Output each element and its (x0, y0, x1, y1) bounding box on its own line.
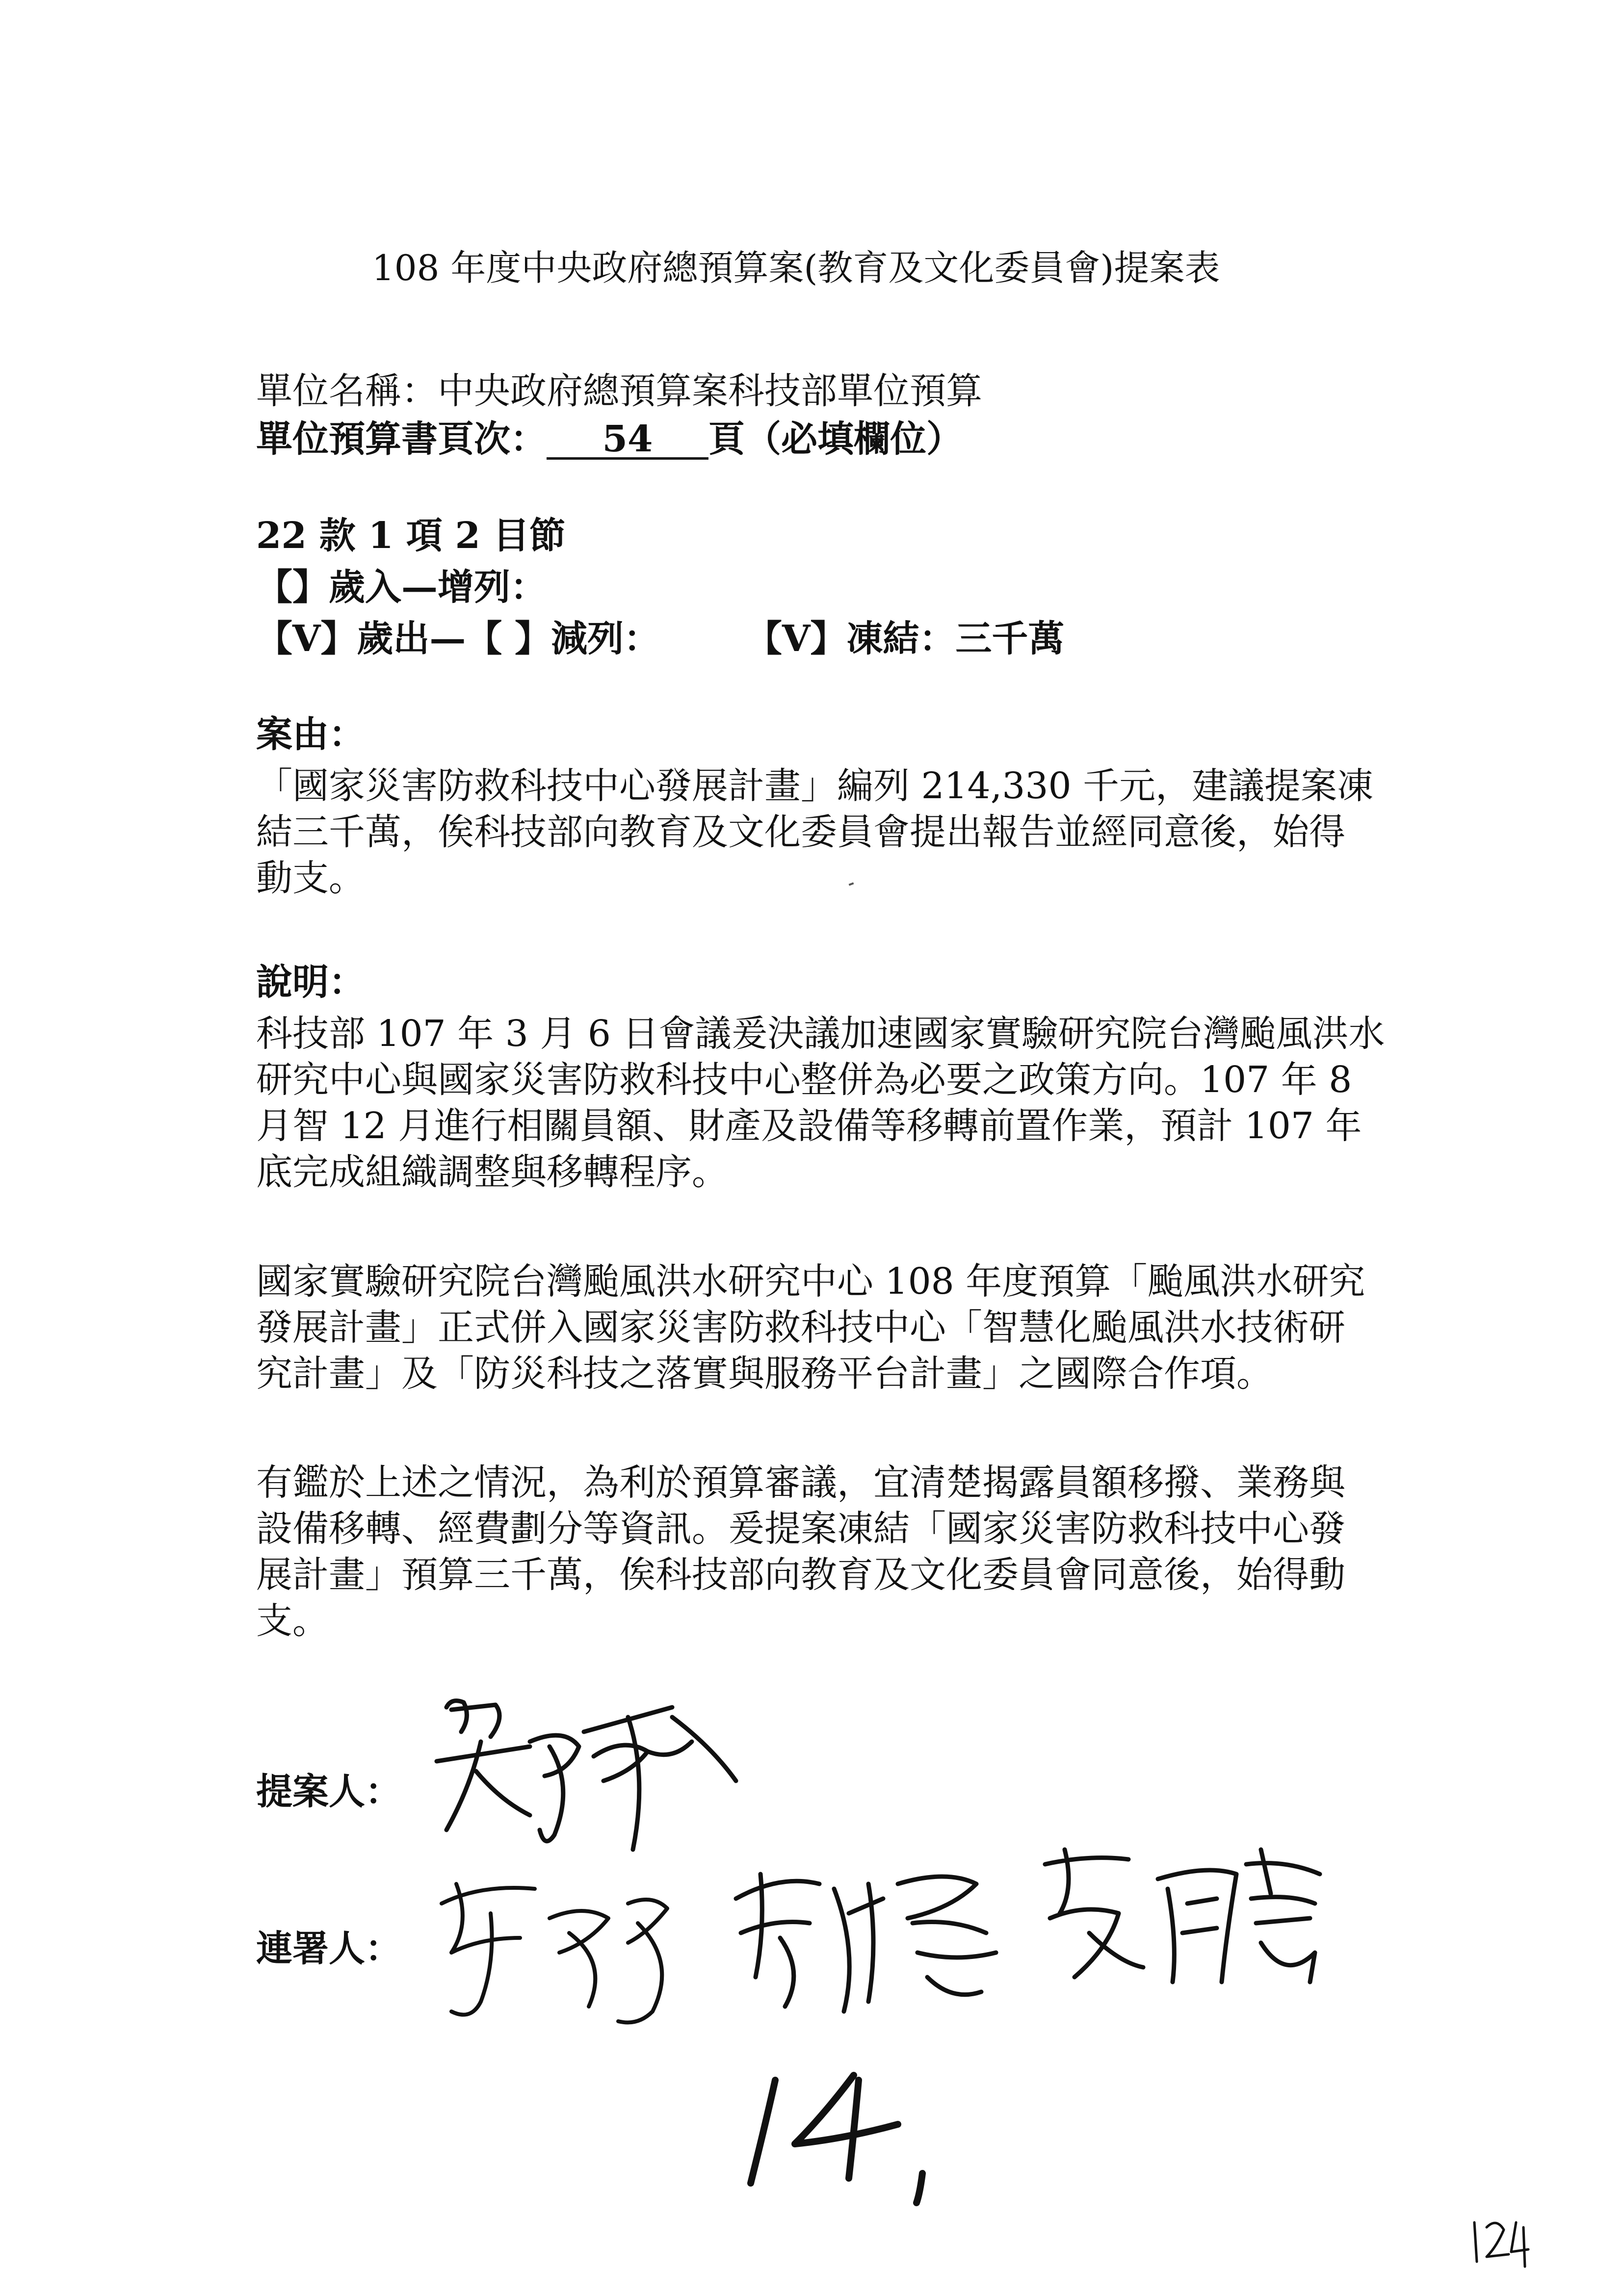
explanation-line: 國家實驗研究院台灣颱風洪水研究中心 108 年度預算「颱風洪水研究 (256, 1260, 1365, 1303)
explanation-line: 有鑑於上述之情況，為利於預算審議，宜清楚揭露員額移撥、業務與 (256, 1461, 1345, 1504)
page-mark (1467, 2208, 1536, 2276)
handwritten-number (736, 2061, 962, 2208)
cosigner-label: 連署人： (256, 1928, 401, 1970)
explanation-line: 研究中心與國家災害防救科技中心整併為必要之政策方向。107 年 8 (256, 1059, 1352, 1101)
unit-name-value: 中央政府總預算案科技部單位預算 (438, 370, 982, 412)
revenue-line: 【】歲入—增列： (256, 566, 547, 608)
budget-page-suffix: 頁（必填欄位） (708, 418, 963, 460)
explanation-line: 設備移轉、經費劃分等資訊。爰提案凍結「國家災害防救科技中心發 (256, 1508, 1345, 1550)
document-title: 108 年度中央政府總預算案(教育及文化委員會)提案表 (372, 247, 1220, 288)
explanation-line: 展計畫」預算三千萬，俟科技部向教育及文化委員會同意後，始得動 (256, 1554, 1345, 1596)
section-line: 22 款 1 項 2 目節 (256, 515, 566, 557)
budget-page-number: 54 (547, 421, 708, 460)
freeze-line: 【V】凍結：三千萬 (746, 618, 1065, 660)
explanation-line: 科技部 107 年 3 月 6 日會議爰決議加速國家實驗研究院台灣颱風洪水 (256, 1013, 1385, 1055)
cosigner-signature-1 (422, 1864, 697, 2051)
expenditure-line: 【V】歲出—【 】減列： (256, 618, 660, 660)
budget-page-label: 單位預算書頁次： (256, 418, 547, 460)
unit-name-line (256, 370, 982, 412)
budget-page-line (256, 418, 963, 460)
explanation-line: 究計畫」及「防災科技之落實與服務平台計畫」之國際合作項。 (256, 1353, 1273, 1395)
reason-heading: 案由： (256, 713, 365, 756)
cosigner-signature-3 (1030, 1835, 1335, 2011)
unit-name-label: 單位名稱： (256, 370, 438, 412)
explanation-line: 發展計畫」正式併入國家災害防救科技中心「智慧化颱風洪水技術研 (256, 1306, 1345, 1349)
explanation-paragraph-2 (256, 1258, 1365, 1397)
explanation-heading: 說明： (256, 961, 365, 1003)
reason-line: 動支。 (256, 857, 365, 899)
explanation-line: 月智 12 月進行相關員額、財產及設備等移轉前置作業，預計 107 年 (256, 1105, 1362, 1147)
reason-paragraph (256, 763, 1373, 901)
proposer-label: 提案人： (256, 1771, 401, 1813)
proposer-signature (417, 1688, 770, 1894)
reason-line: 「國家災害防救科技中心發展計畫」編列 214,330 千元，建議提案凍 (256, 765, 1374, 807)
explanation-line: 支。 (256, 1600, 329, 1642)
reason-line: 結三千萬，俟科技部向教育及文化委員會提出報告並經同意後，始得 (256, 811, 1345, 853)
explanation-paragraph-1 (256, 1011, 1385, 1195)
explanation-line: 底完成組織調整與移轉程序。 (256, 1151, 728, 1193)
cosigner-signature-2 (721, 1854, 1016, 2031)
explanation-paragraph-3 (256, 1460, 1345, 1644)
